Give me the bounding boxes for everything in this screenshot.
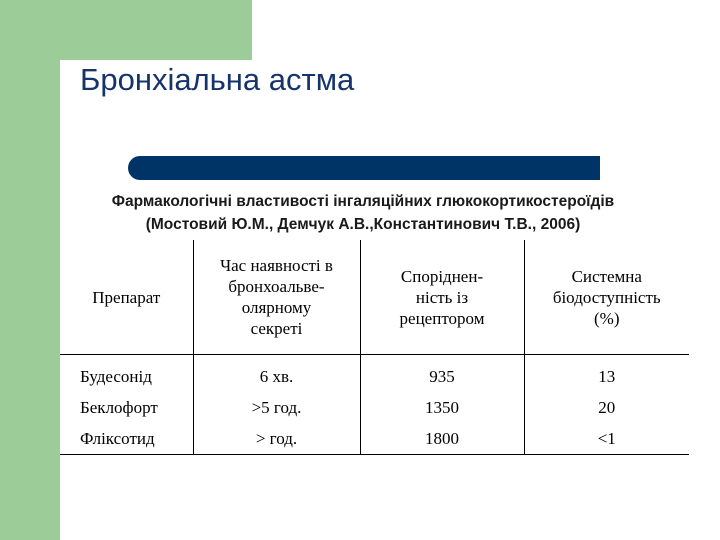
table-cell: 13 [524,355,689,393]
table-cell: 1800 [360,423,524,455]
table-cell: 935 [360,355,524,393]
table-cell: >5 год. [193,392,360,423]
subtitle-line-1: Фармакологічні властивості інгаляційних глюкокортикостероїдів [111,193,615,210]
table-header-cell: Системна біодоступність (%) [524,240,689,355]
table-cell: > год. [193,423,360,455]
table-cell-drug: Фліксотид [60,423,193,455]
table-cell-drug: Будесонід [80,366,152,386]
table-header-cell: Споріднен- ність із рецептором [360,240,524,355]
pharmacology-table [60,240,689,455]
navy-divider-bar [128,156,600,180]
table-row [60,392,689,423]
table-header-cell: Препарат [60,240,193,355]
slide-subtitle [18,190,708,236]
table-header-row [60,240,689,355]
top-green-block [60,0,252,60]
table-header-cell: Час наявності в бронхоальве- олярному секреті [193,240,360,355]
table-cell: 20 [524,392,689,423]
table-cell: <1 [524,423,689,455]
subtitle-line-2: (Мостовий Ю.М., Демчук А.В.,Константинович Т.В., 2006) [145,216,581,233]
table-cell: 1350 [360,392,524,423]
table-row [60,423,689,455]
table-row [60,355,689,393]
slide-title: Бронхіальна астма [80,62,355,97]
left-green-bar [0,0,60,540]
table-cell: 6 хв. [193,355,360,393]
table-cell-drug: Беклофорт [80,397,158,417]
